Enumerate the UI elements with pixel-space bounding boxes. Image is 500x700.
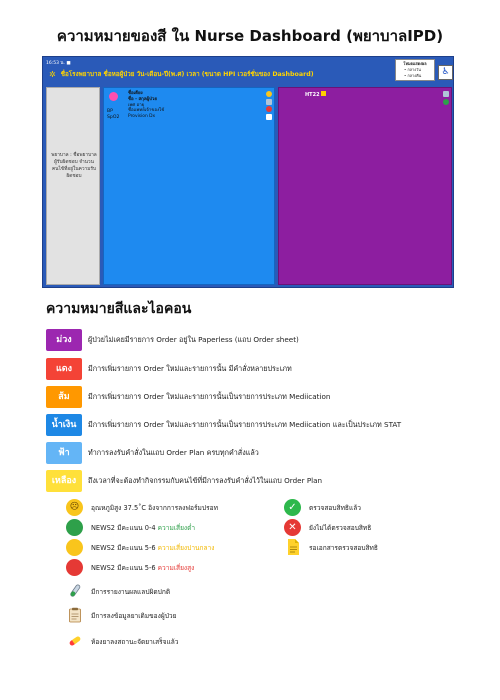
icon-description: รอเอกสารตรวจสอบสิทธิ — [309, 543, 378, 552]
color-description: มีการเพิ่มรายการ Order ใหม่และรายการนั้นเป็นรายการประเภท Mediication และเป็นประเภท STAT — [88, 419, 402, 429]
yellow-dot-icon — [66, 539, 83, 556]
color-legend-row — [46, 470, 322, 492]
bp-label: BP — [107, 109, 113, 114]
dashboard-header-text: ชื่อโรงพยาบาล ชื่อหอผู้ป่วย วัน-เดือน-ปี(พ.ศ) เวลา (ขนาด HPI เวอร์ชั่นของ Dashboard) — [60, 71, 314, 78]
color-description: มีการเพิ่มรายการ Order ใหม่และรายการนั้นเป็นรายการประเภท Mediication — [88, 391, 331, 401]
pill-icon — [66, 633, 83, 650]
icon-description: NEWS2 มีคะแนน 5-6 ความเสี่ยงสูง — [91, 563, 195, 572]
red-dot-icon — [66, 559, 83, 576]
section-title: ความหมายสีและไอคอน — [46, 301, 192, 317]
nurse-column-text: พยาบาล : ชื่อพยาบาลผู้รับผิดชอบ จำนวนคนไข้ที่อยู่ในความรับผิดชอบ — [51, 153, 97, 179]
color-badge: ม่วง — [46, 329, 82, 351]
test-tube-icon — [266, 99, 272, 105]
dashboard-preview — [42, 56, 454, 288]
page-title: ความหมายของสี ใน Nurse Dashboard (พยาบาลIPD) — [56, 27, 444, 45]
icon-legend-row — [66, 538, 215, 556]
patient-card-purple[interactable] — [278, 87, 452, 285]
display-mode-box[interactable] — [395, 59, 435, 81]
patient-dx: Provision Dx — [128, 114, 156, 120]
risk-level: ความเสี่ยงปานกลาง — [157, 543, 215, 552]
color-legend-row — [46, 329, 299, 351]
color-badge: เหลือง — [46, 470, 82, 492]
icon-description: ห้องยาลงสถานะจัดยาเสร็จแล้ว — [91, 637, 179, 646]
icon-legend-row — [284, 538, 378, 556]
patient-card[interactable] — [103, 87, 275, 285]
patient-name: ชื่อ - สกุลผู้ป่วย — [128, 96, 157, 102]
nurse-column — [46, 87, 100, 285]
fever-face-icon — [266, 91, 272, 97]
clipboard-icon — [266, 114, 272, 120]
gear-icon[interactable]: ✲ — [49, 69, 56, 79]
color-description: ทำการลงรับคำสั่งในแถบ Order Plan ครบทุกคำสั่งแล้ว — [88, 447, 259, 457]
display-mode-day[interactable]: • กลางวัน — [404, 67, 432, 73]
clipboard-icon — [66, 607, 83, 624]
wheelchair-icon[interactable]: ♿ — [438, 65, 453, 80]
purple-bed-label: HT22 — [305, 91, 326, 98]
document-icon — [321, 91, 326, 96]
document-icon — [284, 539, 301, 556]
dashboard-header — [43, 65, 395, 83]
avatar — [109, 92, 118, 101]
icon-description: ยังไม่ได้ตรวจสอบสิทธิ — [309, 523, 372, 532]
risk-level: ความเสี่ยงต่ำ — [157, 523, 196, 532]
check-icon: ✓ — [284, 499, 301, 516]
color-description: ถึงเวลาที่จะต้องทำกิจกรรมกับคนไข้ที่มีการลงรับคำสั่งไว้ในแถบ Order Plan — [88, 475, 323, 485]
test-tube-icon — [66, 583, 83, 600]
bed-name: ชื่อเตียง — [128, 91, 143, 96]
icon-description: มีการรายงานผลแลปผิดปกติ — [91, 587, 171, 596]
color-description: ผู้ป่วยไม่เคยมีรายการ Order อยู่ใน Paperless (แถบ Order sheet) — [88, 334, 299, 344]
icon-description: NEWS2 มีคะแนน 0-4 ความเสี่ยงต่ำ — [91, 523, 196, 532]
color-badge: ส้ม — [46, 386, 82, 408]
icon-description: มีการลงข้อมูลยาเดิมของผู้ป่วย — [91, 611, 177, 620]
icon-legend-row — [66, 606, 176, 624]
color-badge: แดง — [46, 358, 82, 380]
icon-legend-row — [66, 518, 195, 536]
display-mode-night[interactable]: • กลางคืน — [404, 73, 432, 79]
fever-face-icon: ☹ — [66, 499, 83, 516]
color-legend-row — [46, 386, 330, 408]
icon-legend-row — [66, 498, 218, 516]
x-icon: ✕ — [284, 519, 301, 536]
color-description: มีการเพิ่มรายการ Order ใหม่และรายการนั้น มีคำสั่งหลายประเภท — [88, 363, 292, 373]
color-legend-row — [46, 414, 401, 436]
icon-legend-row — [66, 558, 194, 576]
icon-description: อุณหภูมิสูง 37.5˚C อิงจากการลงฟอร์มปรอท — [91, 503, 218, 512]
icon-legend-row — [66, 632, 179, 650]
color-legend-row — [46, 358, 292, 380]
dashboard-time: 16:53 น. ■ — [46, 61, 71, 66]
color-badge: ฟ้า — [46, 442, 82, 464]
icon-description: ตรวจสอบสิทธิแล้ว — [309, 503, 361, 512]
risk-level: ความเสี่ยงสูง — [157, 563, 195, 572]
test-tube-icon — [443, 91, 449, 97]
color-badge: น้ำเงิน — [46, 414, 82, 436]
icon-legend-row — [284, 498, 361, 516]
display-mode-title: โหมดแสดงผล — [403, 61, 427, 66]
patient-doctor: ชื่อแพทย์เจ้าของไข้ — [128, 108, 165, 114]
icon-legend-row — [66, 582, 170, 600]
spo2-label: SpO2 — [107, 115, 120, 120]
pill-icon — [266, 106, 272, 112]
green-dot-icon — [66, 519, 83, 536]
green-dot-icon — [443, 99, 449, 105]
color-legend-row — [46, 442, 259, 464]
icon-description: NEWS2 มีคะแนน 5-6 ความเสี่ยงปานกลาง — [91, 543, 215, 552]
patient-age: เพศ อายุ — [128, 102, 145, 108]
icon-legend-row — [284, 518, 371, 536]
